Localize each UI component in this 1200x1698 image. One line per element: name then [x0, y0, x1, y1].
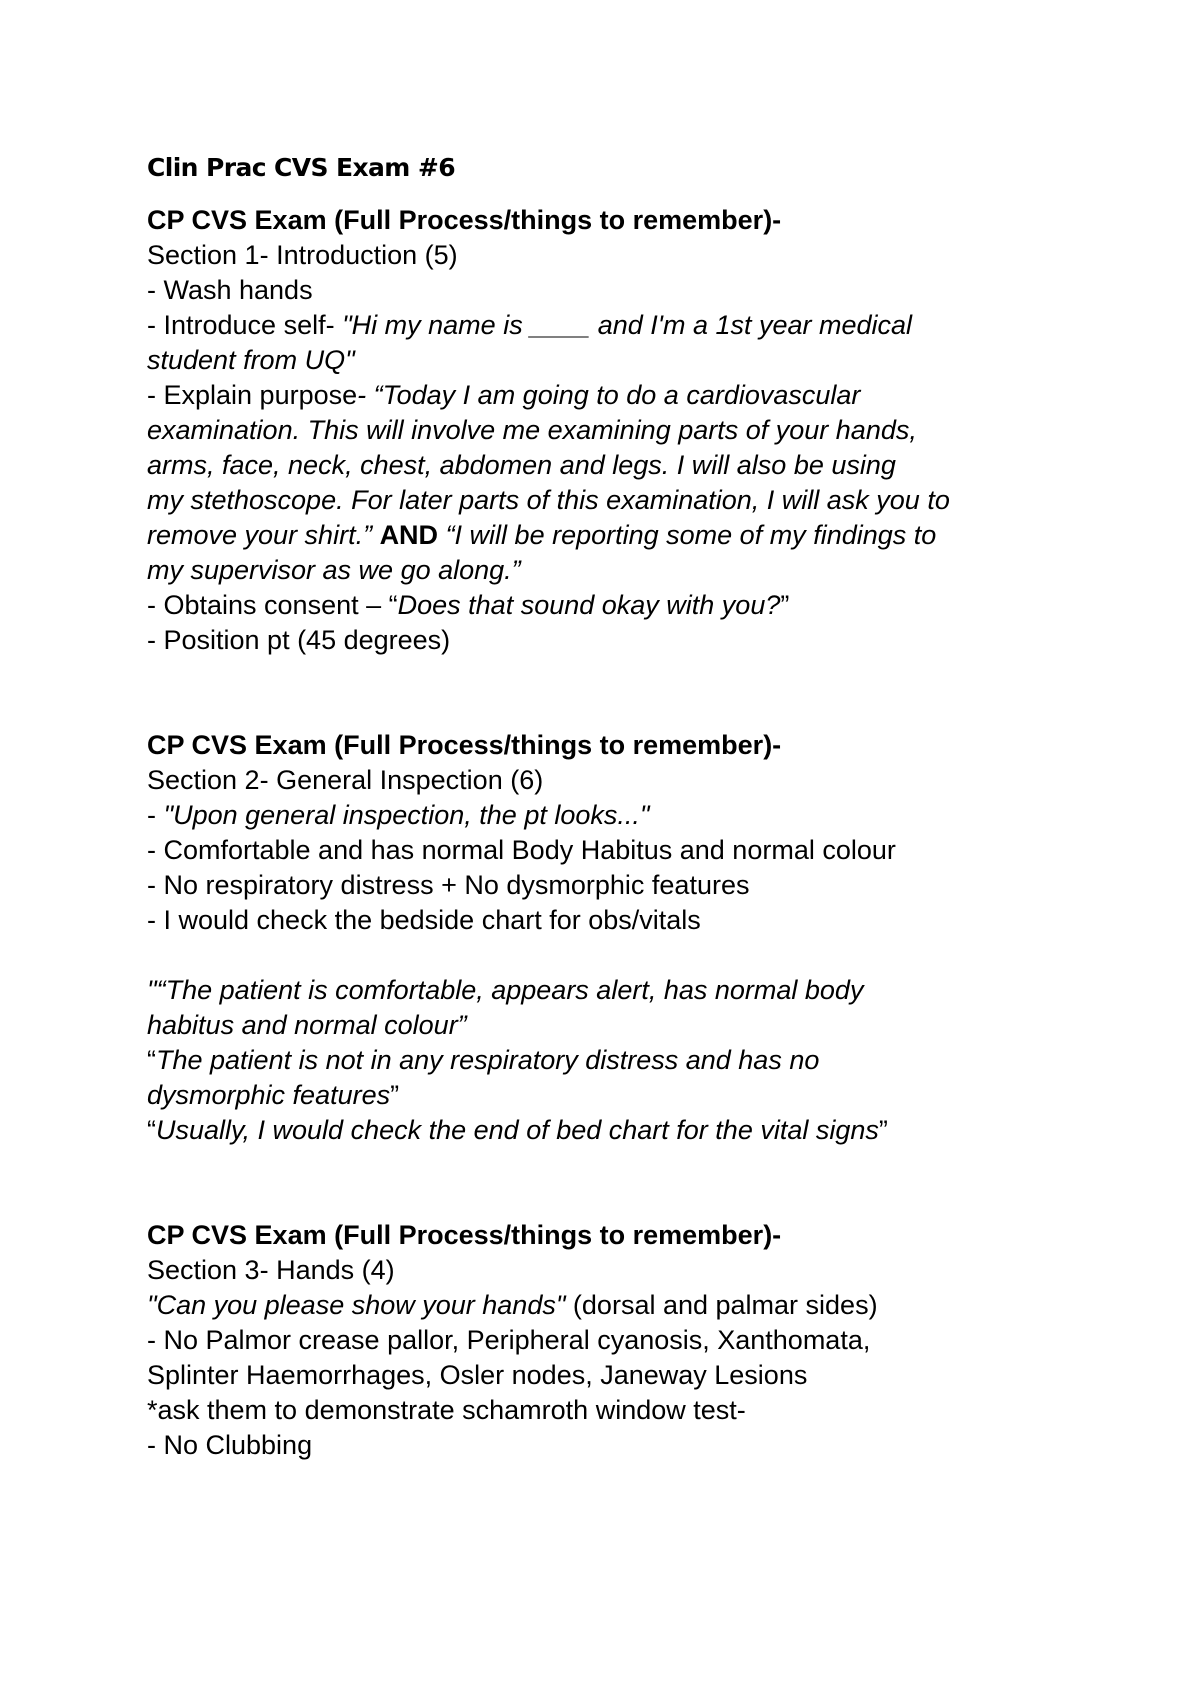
text-run: - Introduce self- — [147, 310, 343, 340]
text-run: my supervisor as we go along.” — [147, 555, 521, 585]
text-line — [147, 1393, 1087, 1428]
text-line — [147, 308, 1087, 343]
text-run: - — [147, 800, 164, 830]
text-line — [147, 483, 1087, 518]
text-line — [147, 623, 1087, 658]
text-run: *ask them to demonstrate schamroth window test- — [147, 1395, 746, 1425]
text-run: “ — [147, 1045, 156, 1075]
text-line — [147, 973, 1087, 1008]
text-run: ” — [390, 1080, 400, 1110]
text-line — [147, 763, 1087, 798]
text-line — [147, 1323, 1087, 1358]
text-run: "Can you please show your hands" — [147, 1290, 566, 1320]
document-body — [147, 150, 1087, 1463]
text-run: (dorsal and palmar sides) — [565, 1290, 878, 1320]
text-line — [147, 798, 1087, 833]
text-line — [147, 238, 1087, 273]
section-heading: CP CVS Exam (Full Process/things to remember)- — [147, 205, 782, 235]
text-run: ” — [878, 1115, 888, 1145]
text-line — [147, 868, 1087, 903]
text-run: habitus and normal colour” — [147, 1010, 467, 1040]
text-run: The patient is not in any respiratory distress and has no — [156, 1045, 820, 1075]
text-line — [147, 1113, 1087, 1148]
section-1 — [147, 203, 1087, 658]
text-run: arms, face, neck, chest, abdomen and legs. I will also be using — [147, 450, 896, 480]
text-line — [147, 833, 1087, 868]
text-run: Section 1- Introduction (5) — [147, 240, 458, 270]
text-run: - No Clubbing — [147, 1430, 313, 1460]
text-line — [147, 1008, 1087, 1043]
text-line — [147, 588, 1087, 623]
text-line — [147, 1043, 1087, 1078]
text-run: - Explain purpose — [147, 380, 358, 410]
text-run: Section 2- General Inspection (6) — [147, 765, 544, 795]
sections-container — [147, 203, 1087, 1463]
text-run: “I will be reporting some of my findings to — [438, 520, 937, 550]
section-heading: CP CVS Exam (Full Process/things to remember)- — [147, 1220, 782, 1250]
text-run: "“The patient is comfortable, appears alert, has normal body — [147, 975, 864, 1005]
text-run: Section 3- Hands (4) — [147, 1255, 395, 1285]
text-run: - No respiratory distress + No dysmorphic features — [147, 870, 750, 900]
text-run: my stethoscope. For later parts of this examination, I will ask you to — [147, 485, 950, 515]
text-run: Usually, I would check the end of bed chart for the vital signs — [156, 1115, 879, 1145]
text-line — [147, 1253, 1087, 1288]
text-line — [147, 273, 1087, 308]
text-run: AND — [379, 520, 439, 550]
text-line — [147, 553, 1087, 588]
text-run: remove your shirt.” — [147, 520, 380, 550]
text-run: - “Today I am going to do a cardiovascular — [357, 380, 861, 410]
text-line — [147, 518, 1087, 553]
text-run: "Upon general inspection, the pt looks..." — [163, 800, 650, 830]
text-run: student from UQ" — [147, 345, 355, 375]
text-line — [147, 1078, 1087, 1113]
section-2 — [147, 728, 1087, 1148]
text-run: "Hi my name is ____ and I'm a 1st year medical — [342, 310, 913, 340]
text-run: - Comfortable and has normal Body Habitus and normal colour — [147, 835, 896, 865]
text-line — [147, 343, 1087, 378]
blank-line — [147, 938, 1087, 973]
text-line — [147, 413, 1087, 448]
text-run: Splinter Haemorrhages, Osler nodes, Janeway Lesions — [147, 1360, 808, 1390]
text-run: - Position pt (45 degrees) — [147, 625, 451, 655]
section-heading: CP CVS Exam (Full Process/things to remember)- — [147, 730, 782, 760]
text-run: - Obtains consent – “ — [147, 590, 398, 620]
text-line — [147, 1358, 1087, 1393]
text-line — [147, 1288, 1087, 1323]
text-run: examination. This will involve me examining parts of your hands, — [147, 415, 917, 445]
text-run: - I would check the bedside chart for obs/vitals — [147, 905, 701, 935]
text-run: - Wash hands — [147, 275, 313, 305]
text-run: - No Palmor crease pallor, Peripheral cyanosis, Xanthomata, — [147, 1325, 871, 1355]
text-run: ” — [780, 590, 790, 620]
document-title: Clin Prac CVS Exam #6 — [147, 153, 456, 182]
text-line — [147, 378, 1087, 413]
text-line — [147, 448, 1087, 483]
text-run: Does that sound okay with you? — [397, 590, 781, 620]
text-line — [147, 903, 1087, 938]
section-3 — [147, 1218, 1087, 1463]
text-run: “ — [147, 1115, 156, 1145]
text-run: dysmorphic features — [147, 1080, 391, 1110]
text-line — [147, 1428, 1087, 1463]
